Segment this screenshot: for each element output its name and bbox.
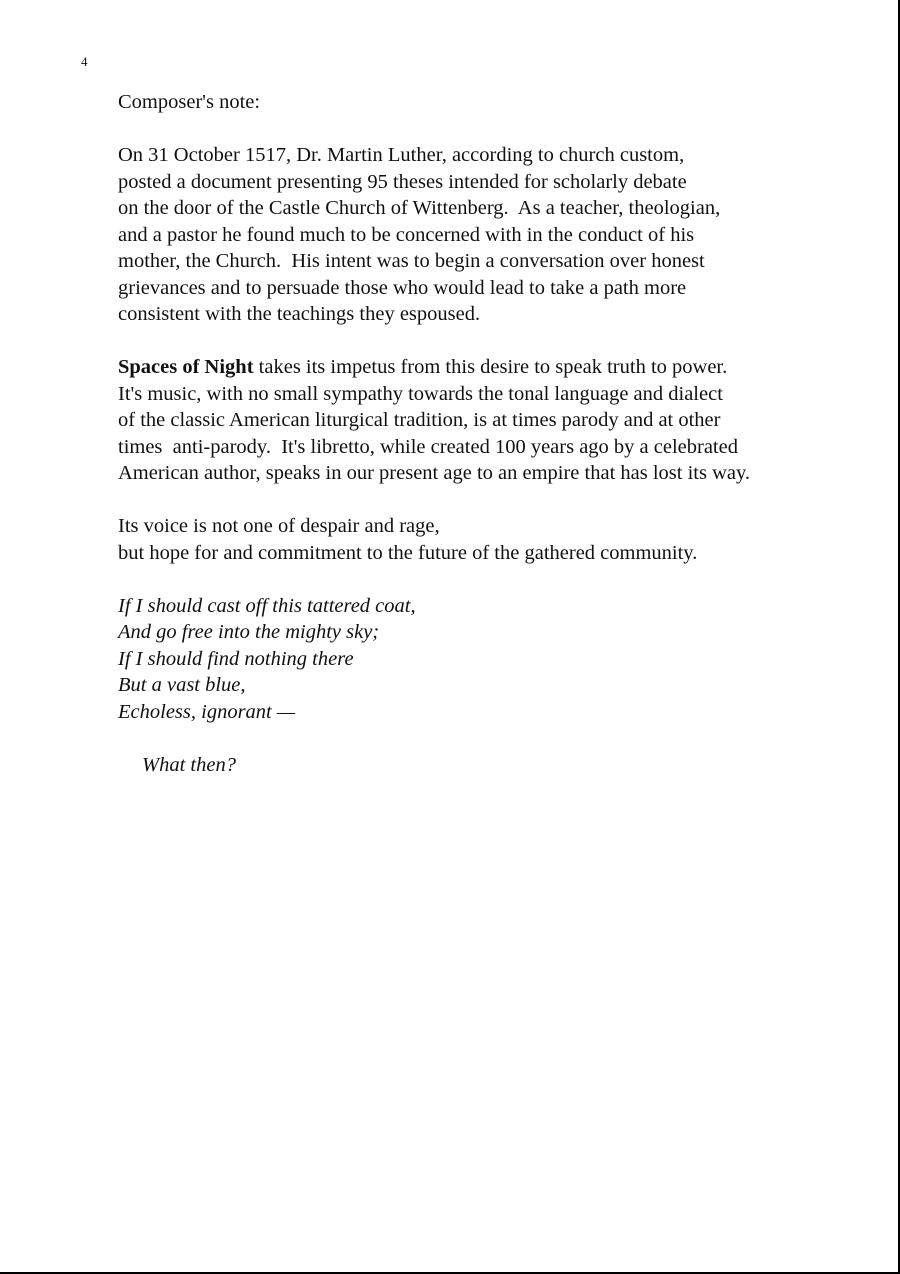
paragraph-voice (118, 513, 878, 566)
spacer (118, 566, 878, 593)
paragraph-line: grievances and to persuade those who would lead to take a path more (118, 276, 687, 299)
paragraph-line: It's music, with no small sympathy towards the tonal language and dialect (118, 382, 723, 405)
poem-line: If I should find nothing there (118, 647, 354, 670)
paragraph-line: posted a document presenting 95 theses intended for scholarly debate (118, 170, 687, 193)
paragraph-line: times anti-parody. It's libretto, while created 100 years ago by a celebrated (118, 435, 738, 458)
paragraph-luther (118, 142, 878, 328)
poem-line: And go free into the mighty sky; (118, 621, 380, 643)
paragraph-line: of the classic American liturgical tradition, is at times parody and at other (118, 409, 721, 431)
spacer (118, 328, 878, 355)
paragraph-line: consistent with the teachings they espoused. (118, 303, 481, 325)
paragraph-line: but hope for and commitment to the future of the gathered community. (118, 541, 698, 564)
poem-excerpt (118, 593, 878, 779)
poem-line: Echoless, ignorant — (118, 700, 296, 723)
paragraph-line: and a pastor he found much to be concerned with in the conduct of his (118, 223, 695, 246)
paragraph-line: mother, the Church. His intent was to begin a conversation over honest (118, 250, 705, 272)
paragraph-line: American author, speaks in our present age to an empire that has lost its way. (118, 462, 751, 484)
paragraph-line: on the door of the Castle Church of Wittenberg. As a teacher, theologian, (118, 197, 721, 219)
work-title: Spaces of Night (118, 356, 254, 378)
page-number: 4 (81, 54, 88, 69)
poem-line: But a vast blue, (118, 674, 246, 696)
poem-line: If I should cast off this tattered coat, (118, 594, 416, 617)
spacer (118, 116, 878, 143)
paragraph-line (118, 354, 878, 381)
spacer (118, 725, 878, 752)
note-heading: Composer's note: (118, 91, 261, 113)
composers-note (118, 89, 878, 778)
paragraph-spaces-of-night (118, 354, 878, 487)
poem-closing-line: What then? (142, 753, 236, 776)
spacer (118, 487, 878, 514)
paragraph-line: Its voice is not one of despair and rage, (118, 515, 440, 537)
paragraph-line: On 31 October 1517, Dr. Martin Luther, according to church custom, (118, 144, 685, 166)
paragraph-line-rest: takes its impetus from this desire to speak truth to power. (253, 356, 728, 378)
